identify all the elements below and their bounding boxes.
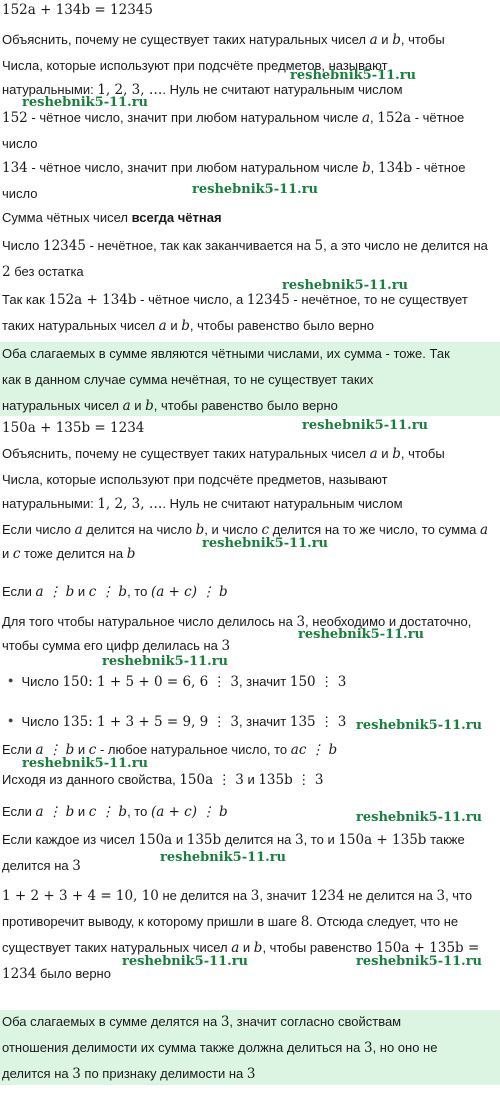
watermark: reshebnik5-11.ru	[160, 850, 287, 865]
divisibility-formula-2: Если a ⋮ b и c ⋮ b, то (a + c) ⋮ b	[2, 804, 228, 820]
divisibility-rule-a: Если число a делится на число b, и число c делится на то же число, то сумма a	[2, 522, 489, 538]
task-1: Объяснить, почему не существует таких натуральных чисел a и b, чтобы	[2, 32, 445, 48]
watermark: reshebnik5-11.ru	[192, 182, 319, 197]
natural-def-2a: Числа, которые используют при подсчёте предметов, называют	[2, 472, 388, 487]
step-conclusion-a: Так как 152a + 134b - чётное число, а 12345 - нечётное, то не существует	[2, 292, 468, 308]
answer-1-line-3: натуральных чисел a и b, чтобы равенство было верно	[2, 398, 338, 414]
equation-2: 150a + 135b = 1234	[2, 420, 145, 436]
contradiction-c: существует таких натуральных чисел a и b, чтобы равенство 150a + 135b =	[2, 940, 480, 956]
watermark: reshebnik5-11.ru	[356, 810, 483, 825]
property-application: Исходя из данного свойства, 150a ⋮ 3 и 135b ⋮ 3	[2, 772, 324, 788]
answer-2-line-3: делится на 3 по признаку делимости на 3	[2, 1066, 256, 1082]
step-odd-a: Число 12345 - нечётное, так как заканчивается на 5, а это число не делится на	[2, 238, 488, 254]
step-152-cont: число	[2, 136, 38, 151]
step-152: 152 - чётное число, значит при любом натуральном числе a, 152a - чётное	[2, 110, 465, 126]
watermark: reshebnik5-11.ru	[122, 954, 249, 969]
task-2: Объяснить, почему не существует таких натуральных чисел a и b, чтобы	[2, 446, 445, 462]
watermark: reshebnik5-11.ru	[202, 536, 329, 551]
answer-2-line-1: Оба слагаемых в сумме делятся на 3, значит согласно свойствам	[2, 1014, 402, 1030]
div-by-3-rule-b: чтобы сумма его цифр делилась на 3	[2, 638, 231, 654]
answer-1-line-1: Оба слагаемых в сумме являются чётными числами, их сумма - тоже. Так	[2, 346, 450, 361]
natural-def-1a: Числа, которые используют при подсчёте предметов, называют	[2, 58, 388, 73]
contradiction-b: противоречит выводу, к которому пришли в шаге 8. Отсюда следует, что не	[2, 914, 459, 930]
bullet-150: ● Число 150: 1 + 5 + 0 = 6, 6 ⋮ 3, значит 150 ⋮ 3	[8, 674, 347, 690]
bullet-135: ● Число 135: 1 + 3 + 5 = 9, 9 ⋮ 3, значит 135 ⋮ 3	[8, 714, 347, 730]
watermark: reshebnik5-11.ru	[302, 418, 429, 433]
sum-divisible-a: Если каждое из чисел 150a и 135b делится на 3, то и 150a + 135b также	[2, 832, 465, 848]
watermark: reshebnik5-11.ru	[22, 756, 149, 771]
step-134: 134 - чётное число, значит при любом натуральном числе b, 134b - чётное	[2, 160, 466, 176]
watermark: reshebnik5-11.ru	[290, 68, 417, 83]
equation-1: 152a + 134b = 12345	[2, 2, 153, 18]
watermark: reshebnik5-11.ru	[102, 654, 229, 669]
contradiction-a: 1 + 2 + 3 + 4 = 10, 10 не делится на 3, значит 1234 не делится на 3, что	[2, 888, 473, 904]
natural-def-2b: натуральными: 1, 2, 3, …. Нуль не считают натуральным числом	[2, 496, 403, 512]
step-odd-b: 2 без остатка	[2, 264, 84, 280]
divisibility-formula-1: Если a ⋮ b и c ⋮ b, то (a + c) ⋮ b	[2, 584, 228, 600]
step-134-cont: число	[2, 186, 38, 201]
multiplication-rule: Если a ⋮ b и c - любое натуральное число, то ac ⋮ b	[2, 742, 338, 758]
divisibility-rule-b: и c тоже делится на b	[2, 546, 136, 562]
sum-divisible-b: делится на 3	[2, 858, 81, 874]
natural-def-1b: натуральными: 1, 2, 3, …. Нуль не считают натуральным числом	[2, 82, 403, 98]
watermark: reshebnik5-11.ru	[298, 627, 425, 642]
watermark: reshebnik5-11.ru	[356, 718, 483, 733]
step-even-sum: Сумма чётных чисел всегда чётная	[2, 210, 222, 225]
watermark: reshebnik5-11.ru	[282, 278, 409, 293]
watermark: reshebnik5-11.ru	[356, 954, 483, 969]
watermark: reshebnik5-11.ru	[22, 95, 149, 110]
answer-2-line-2: отношения делимости их сумма также должна делиться на 3, но оно не	[2, 1040, 438, 1056]
answer-1-line-2: как в данном случае сумма нечётная, то не существует таких	[2, 372, 374, 387]
div-by-3-rule-a: Для того чтобы натуральное число делилось на 3, необходимо и достаточно,	[2, 614, 472, 630]
step-conclusion-b: таких натуральных чисел a и b, чтобы равенство было верно	[2, 318, 375, 334]
contradiction-d: 1234 было верно	[2, 966, 111, 982]
